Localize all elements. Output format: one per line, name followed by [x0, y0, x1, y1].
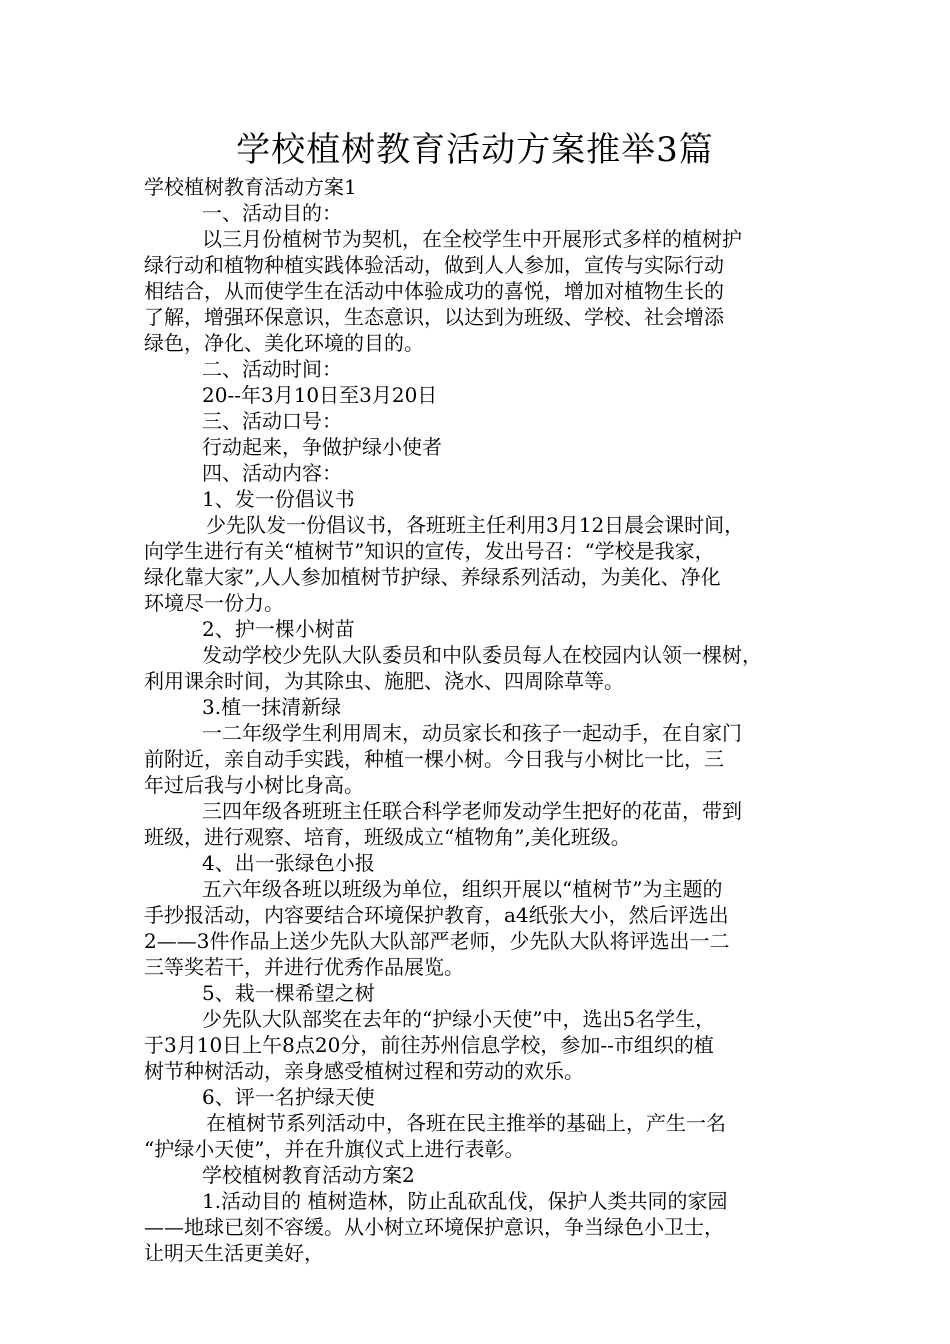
document-line: 环境尽一份力。: [144, 591, 284, 615]
document-line: 绿行动和植物种植实践体验活动，做到人人参加，宣传与实际行动: [144, 253, 724, 277]
document-line: 以三月份植树节为契机，在全校学生中开展形式多样的植树护: [202, 227, 742, 251]
document-line: 2——3件作品上送少先队大队部严老师，少先队大队将评选出一二: [144, 929, 730, 953]
document-line: 五六年级各班以班级为单位，组织开展以“植树节”为主题的: [202, 877, 723, 901]
document-line: 学校植树教育活动方案2: [202, 1163, 415, 1187]
document-line: 三四年级各班班主任联合科学老师发动学生把好的花苗，带到: [202, 799, 742, 823]
document-line: 2、护一棵小树苗: [202, 617, 355, 641]
document-line: 6、评一名护绿天使: [202, 1085, 375, 1109]
document-line: 利用课余时间，为其除虫、施肥、浇水、四周除草等。: [144, 669, 624, 693]
document-line: 让明天生活更美好，: [144, 1241, 324, 1265]
document-line: 相结合，从而使学生在活动中体验成功的喜悦，增加对植物生长的: [144, 279, 724, 303]
document-line: ——地球已刻不容缓。从小树立环境保护意识，争当绿色小卫士，: [144, 1215, 724, 1239]
document-line: 5、栽一棵希望之树: [202, 981, 375, 1005]
document-line: 年过后我与小树比身高。: [144, 773, 364, 797]
document-line: 一二年级学生利用周末，动员家长和孩子一起动手，在自家门: [202, 721, 742, 745]
document-line: 四、活动内容：: [202, 461, 342, 485]
document-line: 4、出一张绿色小报: [202, 851, 375, 875]
document-body: [144, 174, 809, 1266]
document-line: 绿色，净化、美化环境的目的。: [144, 331, 424, 355]
document-line: 班级，进行观察、培育，班级成立“植物角”,美化班级。: [144, 825, 631, 849]
document-title: 学校植树教育活动方案推举3篇: [236, 130, 714, 170]
document-line: 20--年3月10日至3月20日: [202, 383, 438, 407]
document-line: 前附近，亲自动手实践，种植一棵小树。今日我与小树比一比，三: [144, 747, 724, 771]
document-line: 3.植一抹清新绿: [202, 695, 342, 719]
document-line: 少先队大队部奖在去年的“护绿小天使”中，选出5名学生，: [202, 1007, 716, 1031]
document-line: 在植树节系列活动中，各班在民主推举的基础上，产生一名: [206, 1111, 726, 1135]
document-line: 二、活动时间：: [202, 357, 342, 381]
document-line: 于3月10日上午8点20分，前往苏州信息学校，参加--市组织的植: [144, 1033, 714, 1057]
document-line: “护绿小天使”，并在升旗仪式上进行表彰。: [144, 1137, 525, 1161]
document-line: 1.活动目的 植树造林，防止乱砍乱伐，保护人类共同的家园: [202, 1189, 728, 1213]
document-line: 绿化靠大家”,人人参加植树节护绿、养绿系列活动，为美化、净化: [144, 565, 721, 589]
document-line: 树节种树活动，亲身感受植树过程和劳动的欢乐。: [144, 1059, 584, 1083]
document-line: 少先队发一份倡议书，各班班主任利用3月12日晨会课时间，: [206, 513, 745, 537]
document-line: 三等奖若干，并进行优秀作品展览。: [144, 955, 464, 979]
document-line: 行动起来，争做护绿小使者: [202, 435, 442, 459]
document-line: 向学生进行有关“植树节”知识的宣传，发出号召：“学校是我家，: [144, 539, 715, 563]
document-line: 手抄报活动，内容要结合环境保护教育，a4纸张大小，然后评选出: [144, 903, 729, 927]
document-line: 1、发一份倡议书: [202, 487, 355, 511]
document-line: 了解，增强环保意识，生态意识，以达到为班级、学校、社会增添: [144, 305, 724, 329]
document-line: 学校植树教育活动方案1: [144, 175, 357, 199]
document-line: 三、活动口号：: [202, 409, 342, 433]
document-line: 一、活动目的：: [202, 201, 342, 225]
document-line: 发动学校少先队大队委员和中队委员每人在校园内认领一棵树，: [202, 643, 762, 667]
